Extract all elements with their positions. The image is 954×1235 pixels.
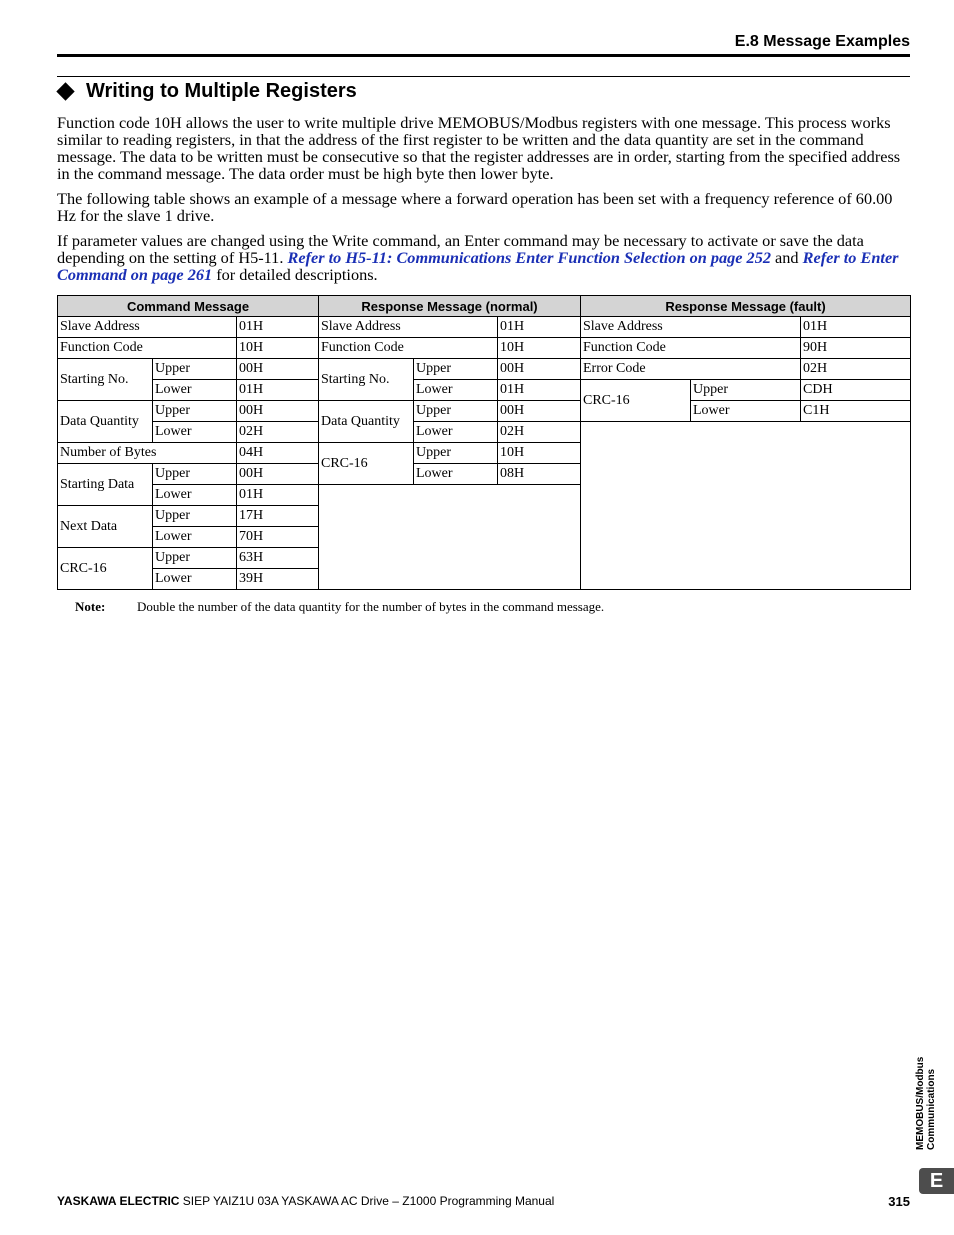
paragraph-2: The following table shows an example of a message where a forward operation has been set with a frequency reference of 60.00 Hz for the slave 1 drive.	[57, 189, 893, 225]
footer-brand: YASKAWA ELECTRIC	[57, 1194, 180, 1208]
normal-dq-upper: Upper	[414, 401, 498, 422]
cmd-slave-address-label: Slave Address	[58, 317, 237, 338]
note-text: Double the number of the data quantity for the number of bytes in the command message.	[137, 599, 605, 614]
paragraph-1: Function code 10H allows the user to write multiple drive MEMOBUS/Modbus registers with one message. This process works similar to reading registers, in that the address of the first register to be written and the data quantity are set in the command message. The data to be written must be consecutive so that the register addresses are in order, starting from the specified address in the command message. The data order must be high byte then lower byte.	[57, 113, 901, 183]
cmd-crc-upper: Upper	[153, 548, 237, 569]
normal-function-code-label: Function Code	[319, 338, 498, 359]
cmd-crc-upper-value: 63H	[237, 548, 319, 569]
fault-empty-area	[581, 422, 911, 590]
cmd-sn-upper-value: 00H	[237, 359, 319, 380]
cmd-sn-lower-value: 01H	[237, 380, 319, 401]
normal-crc-upper: Upper	[414, 443, 498, 464]
header-rule	[57, 54, 910, 57]
cmd-sd-upper: Upper	[153, 464, 237, 485]
cmd-dq-lower: Lower	[153, 422, 237, 443]
paragraph-3-text-c: for detailed descriptions.	[212, 265, 378, 284]
note-label: Note:	[75, 599, 106, 614]
normal-crc-lower-value: 08H	[498, 464, 581, 485]
normal-dq-lower: Lower	[414, 422, 498, 443]
cmd-dq-upper: Upper	[153, 401, 237, 422]
cmd-number-of-bytes-label: Number of Bytes	[58, 443, 237, 464]
fault-slave-address-label: Slave Address	[581, 317, 801, 338]
cmd-nd-lower-value: 70H	[237, 527, 319, 548]
paragraph-3-text-b: and	[770, 248, 803, 267]
normal-crc-upper-value: 10H	[498, 443, 581, 464]
side-label-line1: MEMOBUS/Modbus	[915, 1056, 926, 1150]
chapter-tab: E	[919, 1168, 954, 1194]
cmd-slave-address-value: 01H	[237, 317, 319, 338]
page-number: 315	[888, 1194, 910, 1209]
table-row	[58, 422, 911, 443]
section-heading	[55, 80, 357, 103]
footer-doc: SIEP YAIZ1U 03A YASKAWA AC Drive – Z1000 Programming Manual	[179, 1194, 555, 1208]
cmd-sn-upper: Upper	[153, 359, 237, 380]
fault-crc-lower: Lower	[691, 401, 801, 422]
cmd-crc-lower-value: 39H	[237, 569, 319, 590]
table-row	[58, 380, 911, 401]
side-label-line2: Communications	[926, 1068, 937, 1150]
table-row	[58, 359, 911, 380]
fault-error-code-label: Error Code	[581, 359, 801, 380]
fault-crc-lower-value: C1H	[801, 401, 911, 422]
cmd-dq-upper-value: 00H	[237, 401, 319, 422]
cmd-next-data-label: Next Data	[58, 506, 153, 548]
footer	[57, 1194, 554, 1208]
normal-sn-upper: Upper	[414, 359, 498, 380]
fault-crc-upper: Upper	[691, 380, 801, 401]
fault-function-code-label: Function Code	[581, 338, 801, 359]
normal-slave-address-label: Slave Address	[319, 317, 498, 338]
note	[75, 599, 604, 615]
fault-error-code-value: 02H	[801, 359, 911, 380]
message-table	[57, 295, 911, 590]
paragraph-3-text-a: If parameter values are changed using the Write command, an Enter command may be necessary to activate or save the data depending on the setting of H5-11.	[57, 231, 864, 267]
cmd-sd-lower: Lower	[153, 485, 237, 506]
normal-slave-address-value: 01H	[498, 317, 581, 338]
link-h5-11[interactable]: Refer to H5-11: Communications Enter Function Selection on page 252	[287, 248, 771, 267]
heading-rule	[57, 76, 910, 77]
cmd-sd-upper-value: 00H	[237, 464, 319, 485]
cmd-starting-no-label: Starting No.	[58, 359, 153, 401]
diamond-bullet-icon	[56, 82, 74, 100]
fault-crc-upper-value: CDH	[801, 380, 911, 401]
normal-data-quantity-label: Data Quantity	[319, 401, 414, 443]
cmd-sd-lower-value: 01H	[237, 485, 319, 506]
normal-crc-lower: Lower	[414, 464, 498, 485]
side-chapter-label	[915, 1040, 945, 1150]
fault-function-code-value: 90H	[801, 338, 911, 359]
heading-text: Writing to Multiple Registers	[86, 80, 357, 102]
cmd-crc-lower: Lower	[153, 569, 237, 590]
fault-crc-label: CRC-16	[581, 380, 691, 422]
normal-sn-lower-value: 01H	[498, 380, 581, 401]
normal-function-code-value: 10H	[498, 338, 581, 359]
cmd-sn-lower: Lower	[153, 380, 237, 401]
cmd-function-code-value: 10H	[237, 338, 319, 359]
header-command: Command Message	[58, 296, 319, 317]
normal-empty-area	[319, 485, 581, 590]
cmd-crc-label: CRC-16	[58, 548, 153, 590]
header-response-normal: Response Message (normal)	[319, 296, 581, 317]
normal-crc-label: CRC-16	[319, 443, 414, 485]
table-row	[58, 317, 911, 338]
cmd-starting-data-label: Starting Data	[58, 464, 153, 506]
cmd-dq-lower-value: 02H	[237, 422, 319, 443]
cmd-function-code-label: Function Code	[58, 338, 237, 359]
normal-dq-upper-value: 00H	[498, 401, 581, 422]
table-row	[58, 338, 911, 359]
paragraph-3	[57, 232, 913, 283]
normal-sn-lower: Lower	[414, 380, 498, 401]
fault-slave-address-value: 01H	[801, 317, 911, 338]
normal-sn-upper-value: 00H	[498, 359, 581, 380]
header-response-fault: Response Message (fault)	[581, 296, 911, 317]
cmd-nd-upper-value: 17H	[237, 506, 319, 527]
section-header: E.8 Message Examples	[734, 33, 910, 50]
cmd-number-of-bytes-value: 04H	[237, 443, 319, 464]
normal-starting-no-label: Starting No.	[319, 359, 414, 401]
cmd-nd-upper: Upper	[153, 506, 237, 527]
body-text	[57, 114, 913, 291]
table-row	[58, 401, 911, 422]
cmd-data-quantity-label: Data Quantity	[58, 401, 153, 443]
link-enter-command[interactable]: Refer to Enter Command on page 261	[57, 248, 899, 284]
cmd-nd-lower: Lower	[153, 527, 237, 548]
normal-dq-lower-value: 02H	[498, 422, 581, 443]
